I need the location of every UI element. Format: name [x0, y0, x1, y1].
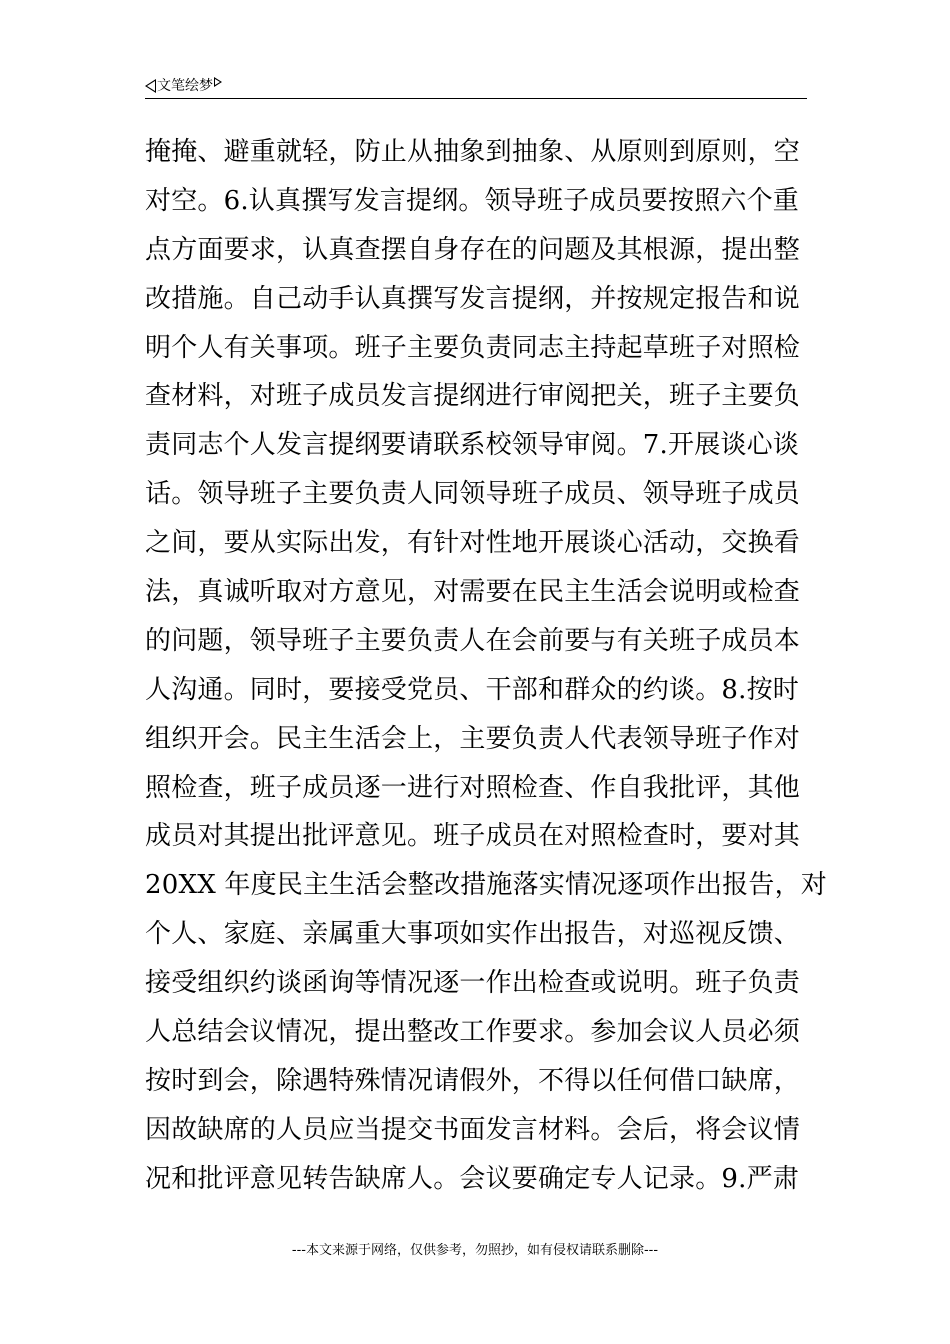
text-line: 明个人有关事项。班子主要负责同志主持起草班子对照检: [145, 332, 801, 363]
text-line: 话。领导班子主要负责人同领导班子成员、领导班子成员: [145, 479, 801, 510]
text-line: 人总结会议情况，提出整改工作要求。参加会议人员必须: [145, 1017, 801, 1048]
text-line: 对空。6.认真撰写发言提纲。领导班子成员要按照六个重: [145, 185, 800, 216]
text-line: 法，真诚听取对方意见，对需要在民主生活会说明或检查: [145, 577, 801, 608]
text-line: 个人、家庭、亲属重大事项如实作出报告，对巡视反馈、: [145, 919, 801, 950]
text-line: 查材料，对班子成员发言提纲进行审阅把关，班子主要负: [145, 381, 801, 412]
text-line: 照检查，班子成员逐一进行对照检查、作自我批评，其他: [145, 772, 801, 803]
footer-disclaimer: ---本文来源于网络，仅供参考，勿照抄，如有侵权请联系删除---: [291, 1243, 659, 1258]
right-triangle-icon: [214, 77, 222, 87]
body-text: [145, 128, 827, 1204]
text-line: 组织开会。民主生活会上，主要负责人代表领导班子作对: [145, 723, 801, 754]
header-title: 文笔绘梦: [157, 78, 213, 94]
text-line: 按时到会，除遇特殊情况请假外，不得以任何借口缺席，: [145, 1065, 801, 1096]
text-line: 成员对其提出批评意见。班子成员在对照检查时，要对其: [145, 821, 801, 852]
page-header: [145, 74, 807, 99]
text-line: 人沟通。同时，要接受党员、干部和群众的约谈。8.按时: [145, 674, 800, 705]
text-line: 改措施。自己动手认真撰写发言提纲，并按规定报告和说: [145, 283, 801, 314]
text-line: 20XX 年度民主生活会整改措施落实情况逐项作出报告，对: [145, 870, 827, 901]
text-line: 况和批评意见转告缺席人。会议要确定专人记录。9.严肃: [145, 1163, 800, 1194]
text-line: 的问题，领导班子主要负责人在会前要与有关班子成员本: [145, 625, 801, 656]
text-line: 责同志个人发言提纲要请联系校领导审阅。7.开展谈心谈: [145, 430, 800, 461]
left-triangle-icon: [145, 79, 156, 93]
text-line: 掩掩、避重就轻，防止从抽象到抽象、从原则到原则，空: [145, 137, 801, 167]
text-line: 点方面要求，认真查摆自身存在的问题及其根源，提出整: [145, 234, 801, 265]
text-line: 因故缺席的人员应当提交书面发言材料。会后，将会议情: [145, 1114, 801, 1145]
text-line: 之间，要从实际出发，有针对性地开展谈心活动，交换看: [145, 528, 801, 559]
text-line: 接受组织约谈函询等情况逐一作出检查或说明。班子负责: [145, 968, 801, 999]
